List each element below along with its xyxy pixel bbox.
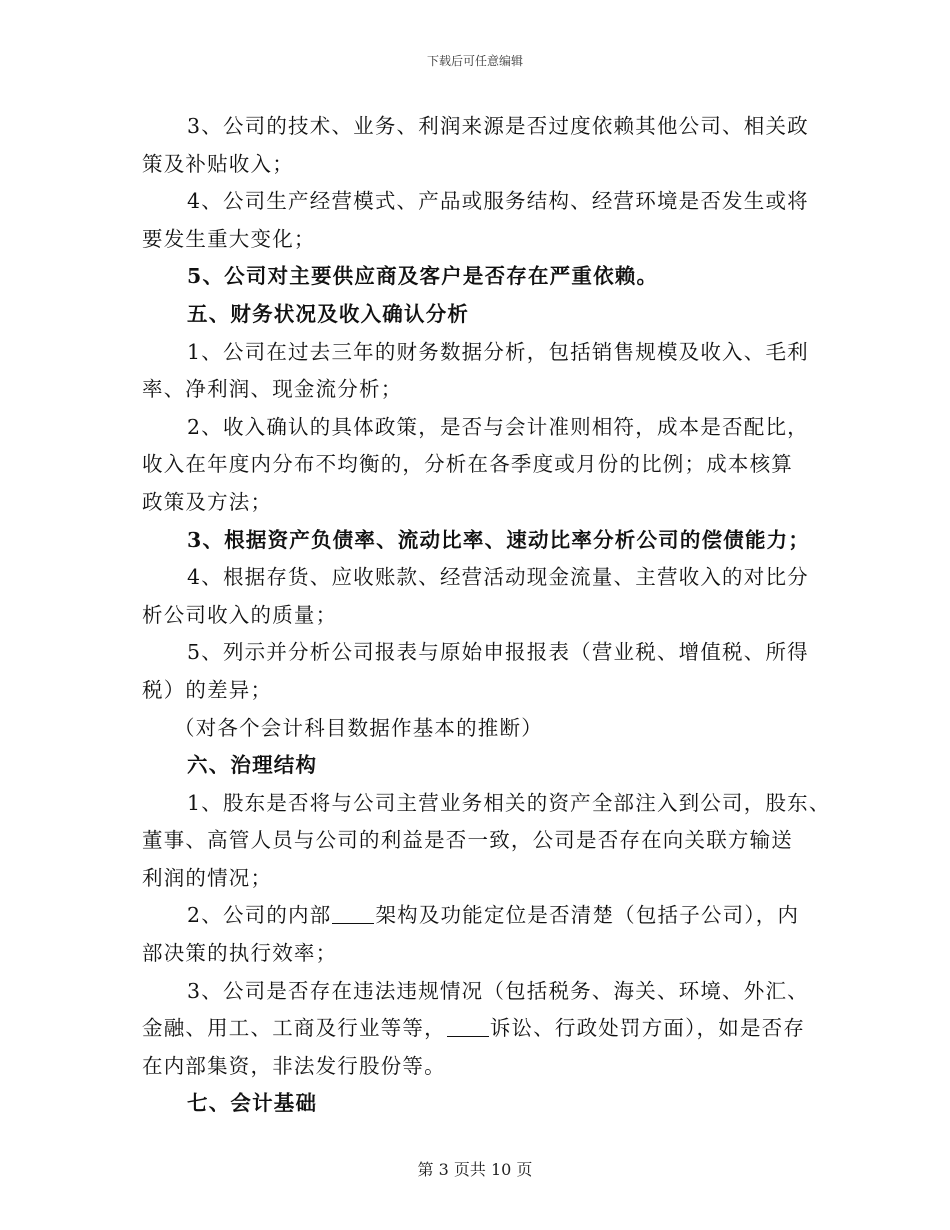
paragraph-line: 利润的情况； — [142, 865, 273, 890]
paragraph-line: 析公司收入的质量； — [142, 602, 338, 627]
line-segment: 2、公司的内部 — [187, 903, 332, 928]
line-segment: 金融、用工、工商及行业等等， — [142, 1016, 446, 1041]
paragraph-line: 2、收入确认的具体政策，是否与会计准则相符，成本是否配比， — [187, 414, 809, 439]
page-header: 下载后可任意编辑 — [426, 54, 523, 68]
paragraph-line: （对各个会计科目数据作基本的推断） — [174, 715, 543, 740]
line-segment: 诉讼、行政处罚方面），如是否存 — [489, 1016, 806, 1041]
paragraph-line: 3、公司是否存在违法违规情况（包括税务、海关、环境、外汇、 — [187, 978, 809, 1003]
paragraph-line: 收入在年度内分布不均衡的，分析在各季度或月份的比例；成本核算 — [142, 452, 793, 477]
paragraph-line: 4、公司生产经营模式、产品或服务结构、经营环境是否发生或将 — [187, 189, 809, 214]
paragraph-line: 在内部集资，非法发行股份等。 — [142, 1053, 446, 1078]
page-footer: 第 3 页共 10 页 — [417, 1160, 533, 1179]
paragraph-line: 1、股东是否将与公司主营业务相关的资产全部注入到公司，股东、 — [187, 790, 831, 815]
document-body — [142, 108, 831, 1123]
paragraph-line: 要发生重大变化； — [142, 226, 316, 251]
paragraph-line: 4、根据存货、应收账款、经营活动现金流量、主营收入的对比分 — [187, 565, 809, 590]
paragraph-line: 3、公司的技术、业务、利润来源是否过度依赖其他公司、相关政 — [187, 114, 809, 138]
paragraph-line: 率、净利润、现金流分析； — [142, 377, 403, 402]
section-heading-6: 六、治理结构 — [187, 753, 318, 778]
section-heading-5: 五、财务状况及收入确认分析 — [187, 301, 470, 326]
bold-paragraph-line: 5、公司对主要供应商及客户是否存在严重依赖。 — [187, 264, 659, 289]
paragraph-line: 策及补贴收入； — [142, 151, 294, 176]
section-heading-7: 七、会计基础 — [187, 1091, 318, 1116]
bold-paragraph-line: 3、根据资产负债率、流动比率、速动比率分析公司的偿债能力； — [187, 527, 811, 552]
fill-blank — [447, 1018, 489, 1037]
paragraph-line: 部决策的执行效率； — [142, 941, 338, 966]
paragraph-line: 政策及方法； — [142, 489, 273, 514]
paragraph-line: 5、列示并分析公司报表与原始申报报表（营业税、增值税、所得 — [187, 640, 809, 665]
line-segment: 架构及功能定位是否清楚（包括子公司），内 — [375, 903, 800, 928]
paragraph-line: 1、公司在过去三年的财务数据分析，包括销售规模及收入、毛利 — [187, 339, 809, 364]
paragraph-line: 董事、高管人员与公司的利益是否一致，公司是否存在向关联方输送 — [142, 828, 793, 853]
paragraph-line: 税）的差异； — [142, 677, 273, 702]
fill-blank — [332, 905, 374, 924]
paragraph-line — [142, 1010, 822, 1048]
paragraph-line — [142, 897, 822, 935]
